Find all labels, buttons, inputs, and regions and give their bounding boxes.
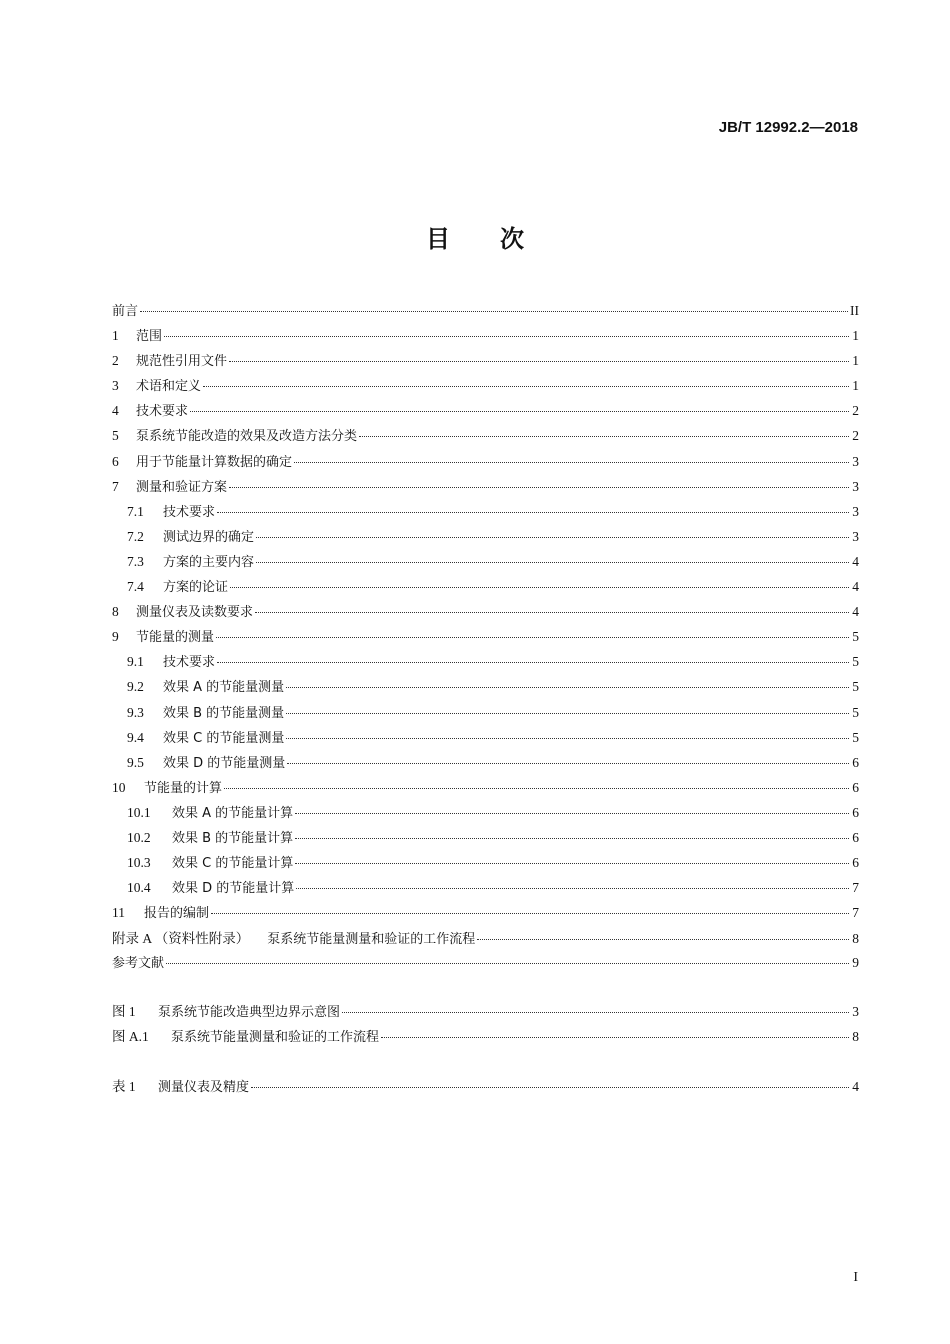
entry-number: 8 bbox=[112, 604, 119, 620]
entry-title: 术语和定义 bbox=[136, 379, 202, 395]
dot-leader bbox=[229, 487, 849, 488]
entry-title: 节能量的计算 bbox=[144, 780, 223, 796]
entry-page: II bbox=[850, 303, 859, 318]
entry-number: 10.4 bbox=[127, 880, 151, 896]
entry-page: 4 bbox=[852, 604, 859, 620]
entry-page: 2 bbox=[852, 428, 859, 444]
entry-title: 泵系统节能改造的效果及改造方法分类 bbox=[136, 429, 358, 445]
entry-page: 8 bbox=[852, 1029, 859, 1045]
entry-number: 6 bbox=[112, 453, 119, 469]
entry-title: 参考文献 bbox=[112, 956, 165, 972]
entry-title: 测量仪表及精度 bbox=[158, 1080, 250, 1095]
entry-title: 效果 D 的节能量计算 bbox=[172, 881, 295, 897]
entry-title: 用于节能量计算数据的确定 bbox=[136, 454, 293, 470]
dot-leader bbox=[381, 1037, 849, 1038]
entry-page: 4 bbox=[852, 553, 859, 569]
dot-leader bbox=[217, 662, 849, 663]
entry-page: 3 bbox=[852, 1004, 859, 1019]
dot-leader bbox=[190, 411, 849, 412]
dot-leader bbox=[140, 311, 848, 312]
toc-entry[interactable] bbox=[112, 551, 859, 576]
dot-leader bbox=[217, 512, 849, 513]
dot-leader bbox=[296, 888, 849, 889]
entry-number: 7.3 bbox=[127, 553, 144, 569]
entry-page: 8 bbox=[852, 931, 859, 947]
toc-entry[interactable] bbox=[112, 526, 859, 551]
toc-entry[interactable] bbox=[112, 752, 859, 777]
entry-title: 效果 B 的节能量计算 bbox=[172, 830, 294, 846]
entry-number: 7.1 bbox=[127, 503, 144, 519]
dot-leader bbox=[203, 386, 849, 387]
entry-title: 技术要求 bbox=[136, 404, 189, 420]
dot-leader bbox=[342, 1012, 849, 1013]
entry-page: 5 bbox=[852, 729, 859, 745]
entry-number: 10 bbox=[112, 779, 126, 795]
entry-number: 11 bbox=[112, 905, 125, 921]
dot-leader bbox=[255, 612, 849, 613]
entry-number: 10.1 bbox=[127, 804, 151, 820]
entry-number: 7.4 bbox=[127, 579, 144, 595]
toc-entry[interactable] bbox=[112, 300, 859, 325]
toc-entry[interactable] bbox=[112, 902, 859, 927]
entry-title: 报告的编制 bbox=[144, 906, 210, 922]
entry-page: 6 bbox=[852, 754, 859, 770]
entry-title: 泵系统节能量测量和验证的工作流程 bbox=[267, 932, 476, 948]
entry-page: 3 bbox=[852, 503, 859, 519]
entry-page: 5 bbox=[852, 704, 859, 720]
entry-title: 测试边界的确定 bbox=[163, 529, 255, 545]
dot-leader bbox=[359, 436, 849, 437]
toc-entry[interactable] bbox=[112, 877, 859, 902]
entry-page: 6 bbox=[852, 779, 859, 795]
dot-leader bbox=[230, 587, 849, 588]
entry-page: 6 bbox=[852, 804, 859, 820]
toc-entry[interactable] bbox=[112, 451, 859, 476]
entry-number: 3 bbox=[112, 378, 119, 394]
entry-number: 10.2 bbox=[127, 829, 151, 845]
toc-entry[interactable] bbox=[112, 400, 859, 425]
entry-title: 测量仪表及读数要求 bbox=[136, 605, 254, 621]
toc-entry[interactable] bbox=[112, 601, 859, 626]
entry-page: 5 bbox=[852, 679, 859, 695]
entry-title: 测量和验证方案 bbox=[136, 479, 228, 495]
title-char: 次 bbox=[500, 225, 524, 253]
entry-page: 7 bbox=[852, 880, 859, 896]
entry-title: 前言 bbox=[112, 304, 139, 319]
entry-title: 规范性引用文件 bbox=[136, 354, 228, 370]
toc-entry[interactable] bbox=[112, 576, 859, 601]
entry-page: 4 bbox=[852, 1079, 859, 1094]
entry-title: 技术要求 bbox=[163, 655, 216, 671]
toc-entry[interactable] bbox=[112, 350, 859, 375]
entry-page: 3 bbox=[852, 478, 859, 494]
dot-leader bbox=[286, 713, 849, 714]
dot-leader bbox=[294, 462, 849, 463]
dot-leader bbox=[211, 913, 849, 914]
toc-entry[interactable] bbox=[112, 476, 859, 501]
entry-number: 9.2 bbox=[127, 679, 144, 695]
toc-entry[interactable] bbox=[112, 727, 859, 752]
entry-number: 表 1 bbox=[112, 1079, 136, 1094]
entry-page: 6 bbox=[852, 829, 859, 845]
dot-leader bbox=[286, 738, 849, 739]
toc-entry[interactable] bbox=[112, 626, 859, 651]
dot-leader bbox=[166, 963, 849, 964]
entry-number: 2 bbox=[112, 353, 119, 369]
dot-leader bbox=[224, 788, 849, 789]
list-of-tables bbox=[112, 1075, 859, 1100]
entry-page: 5 bbox=[852, 654, 859, 670]
dot-leader bbox=[164, 336, 849, 337]
entry-title: 节能量的测量 bbox=[136, 630, 215, 646]
toc-entry[interactable] bbox=[112, 1000, 859, 1025]
entry-number: 9.4 bbox=[127, 729, 144, 745]
toc-entry[interactable] bbox=[112, 501, 859, 526]
table-of-contents bbox=[112, 300, 859, 978]
entry-title: 泵系统节能量测量和验证的工作流程 bbox=[171, 1030, 380, 1046]
entry-title: 方案的论证 bbox=[163, 580, 229, 596]
entry-number: 图 A.1 bbox=[112, 1029, 149, 1045]
entry-page: 2 bbox=[852, 403, 859, 419]
entry-number: 附录 A （资料性附录） bbox=[112, 931, 250, 947]
entry-title: 效果 C 的节能量计算 bbox=[172, 856, 294, 872]
entry-title: 效果 A 的节能量测量 bbox=[163, 680, 285, 696]
dot-leader bbox=[256, 562, 849, 563]
entry-title: 效果 B 的节能量测量 bbox=[163, 705, 285, 721]
entry-page: 1 bbox=[852, 353, 859, 369]
entry-page: 3 bbox=[852, 453, 859, 469]
toc-entry[interactable] bbox=[112, 827, 859, 852]
dot-leader bbox=[251, 1087, 849, 1088]
entry-number: 10.3 bbox=[127, 855, 151, 871]
entry-number: 7.2 bbox=[127, 528, 144, 544]
entry-number: 7 bbox=[112, 478, 119, 494]
entry-page: 1 bbox=[852, 328, 859, 344]
entry-title: 效果 C 的节能量测量 bbox=[163, 730, 285, 746]
entry-number: 9 bbox=[112, 629, 119, 645]
dot-leader bbox=[287, 763, 849, 764]
entry-title: 范围 bbox=[136, 329, 163, 345]
entry-title: 效果 D 的节能量测量 bbox=[163, 755, 286, 771]
entry-title: 方案的主要内容 bbox=[163, 554, 255, 570]
standard-number: JB/T 12992.2—2018 bbox=[718, 119, 858, 136]
entry-title: 泵系统节能改造典型边界示意图 bbox=[158, 1005, 341, 1020]
entry-number: 4 bbox=[112, 403, 119, 419]
dot-leader bbox=[295, 863, 849, 864]
entry-page: 3 bbox=[852, 528, 859, 544]
toc-entry[interactable] bbox=[112, 651, 859, 676]
dot-leader bbox=[295, 838, 849, 839]
toc-entry[interactable] bbox=[112, 952, 859, 977]
entry-number: 9.1 bbox=[127, 654, 144, 670]
title-char: 目 bbox=[426, 225, 450, 253]
toc-entry[interactable] bbox=[112, 777, 859, 802]
entry-number: 5 bbox=[112, 428, 119, 444]
toc-entry[interactable] bbox=[112, 802, 859, 827]
toc-entry[interactable] bbox=[112, 1025, 859, 1050]
entry-page: 6 bbox=[852, 855, 859, 871]
dot-leader bbox=[477, 939, 849, 940]
entry-number: 9.3 bbox=[127, 704, 144, 720]
page-number: I bbox=[853, 1270, 858, 1285]
toc-entry[interactable] bbox=[112, 375, 859, 400]
entry-number: 图 1 bbox=[112, 1004, 136, 1019]
entry-title: 技术要求 bbox=[163, 504, 216, 520]
list-of-figures bbox=[112, 1000, 859, 1050]
entry-page: 9 bbox=[852, 955, 859, 971]
toc-entry[interactable] bbox=[112, 325, 859, 350]
toc-entry[interactable] bbox=[112, 1075, 859, 1100]
toc-entry[interactable] bbox=[112, 425, 859, 450]
entry-number: 1 bbox=[112, 328, 119, 344]
dot-leader bbox=[295, 813, 849, 814]
toc-entry[interactable] bbox=[112, 676, 859, 701]
toc-entry[interactable] bbox=[112, 927, 859, 952]
toc-entry[interactable] bbox=[112, 702, 859, 727]
toc-entry[interactable] bbox=[112, 852, 859, 877]
entry-page: 1 bbox=[852, 378, 859, 394]
entry-page: 4 bbox=[852, 579, 859, 595]
dot-leader bbox=[229, 361, 849, 362]
page-title bbox=[0, 219, 950, 254]
entry-page: 5 bbox=[852, 629, 859, 645]
entry-page: 7 bbox=[852, 905, 859, 921]
dot-leader bbox=[216, 637, 849, 638]
dot-leader bbox=[256, 537, 849, 538]
dot-leader bbox=[286, 687, 849, 688]
entry-title: 效果 A 的节能量计算 bbox=[172, 805, 294, 821]
entry-number: 9.5 bbox=[127, 754, 144, 770]
